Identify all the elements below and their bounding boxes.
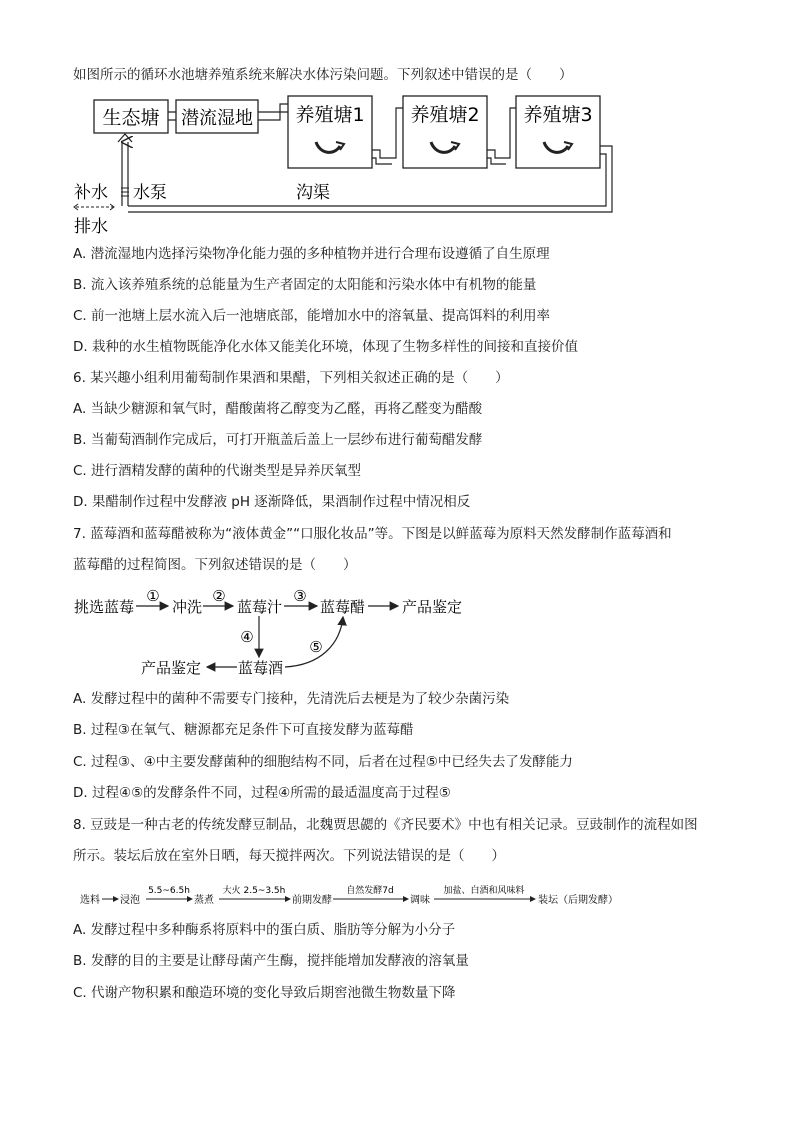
drain-label: 排水 xyxy=(74,217,108,237)
flow-a5: 加盐、白酒和风味料 xyxy=(443,886,525,896)
q6-option-b: B. 当葡萄酒制作完成后，可打开瓶盖后盖上一层纱布进行葡萄醋发酵 xyxy=(73,432,483,448)
q7-stem-line2: 蓝莓醋的过程简图。下列叙述错误的是（ ） xyxy=(73,557,357,573)
q5-stem: 如图所示的循环水池塘养殖系统来解决水体污染问题。下列叙述中错误的是（ ） xyxy=(73,67,573,83)
pond1-label: 养殖塘1 xyxy=(295,104,365,126)
q6-option-c: C. 进行酒精发酵的菌种的代谢类型是异养厌氧型 xyxy=(73,463,362,479)
q8-stem-line1: 8. 豆豉是一种古老的传统发酵豆制品，北魏贾思勰的《齐民要术》中也有相关记录。豆豉制作的流程如图 xyxy=(73,817,698,833)
q7-stem-line1: 7. 蓝莓酒和蓝莓醋被称为“液体黄金”“口服化妆品”等。下图是以鲜蓝莓为原料天然发酵制作蓝莓酒和 xyxy=(73,526,672,542)
q8-stem-line2: 所示。装坛后放在室外日晒，每天搅拌两次。下列说法错误的是（ ） xyxy=(73,848,505,864)
q5-option-a: A. 潜流湿地内选择污染物净化能力强的多种植物并进行合理布设遵循了自生原理 xyxy=(73,246,550,262)
pond2-label: 养殖塘2 xyxy=(410,104,480,126)
supply-label: 补水 xyxy=(74,183,108,203)
eco-pond-label: 生态塘 xyxy=(102,107,160,129)
q6-option-a: A. 当缺少糖源和氧气时，醋酸菌将乙醇变为乙醛，再将乙醛变为醋酸 xyxy=(73,401,483,417)
q8-option-a: A. 发酵过程中多种酶系将原料中的蛋白质、脂肪等分解为小分子 xyxy=(73,922,456,938)
step-3-label: ③ xyxy=(293,587,307,605)
pump-label: 水泵 xyxy=(133,183,167,203)
q5-option-b: B. 流入该养殖系统的总能量为生产者固定的太阳能和污染水体中有机物的能量 xyxy=(73,277,537,293)
step-identify-top: 产品鉴定 xyxy=(402,598,463,616)
q5-option-c: C. 前一池塘上层水流入后一池塘底部，能增加水中的溶氧量、提高饵料的利用率 xyxy=(73,308,551,324)
q5-option-d: D. 栽种的水生植物既能净化水体又能美化环境，体现了生物多样性的间接和直接价值 xyxy=(73,339,578,355)
blueberry-flow-diagram xyxy=(0,585,794,685)
flow-s3: 蒸煮 xyxy=(194,895,214,906)
flow-s5: 调味 xyxy=(410,895,430,906)
flow-a2: 5.5~6.5h xyxy=(148,886,190,896)
step-2-label: ② xyxy=(212,587,226,605)
step-juice: 蓝莓汁 xyxy=(237,598,283,616)
q6-option-d: D. 果醋制作过程中发酵液 pH 逐渐降低，果酒制作过程中情况相反 xyxy=(73,494,471,510)
q8-option-c: C. 代谢产物积累和酿造环境的变化导致后期窖池微生物数量下降 xyxy=(73,985,456,1001)
flow-s1: 选料 xyxy=(80,895,100,906)
pond-system-diagram xyxy=(0,88,794,238)
flow-a3: 大火 2.5~3.5h xyxy=(222,886,286,896)
flow-s6: 装坛（后期发酵） xyxy=(538,895,618,906)
ditch-label: 沟渠 xyxy=(296,183,330,203)
step-5-label: ⑤ xyxy=(309,638,323,656)
douchi-flow-diagram xyxy=(0,878,794,918)
q6-stem: 6. 某兴趣小组利用葡萄制作果酒和果醋，下列相关叙述正确的是（ ） xyxy=(73,370,509,386)
q7-option-a: A. 发酵过程中的菌种不需要专门接种，先清洗后去梗是为了较少杂菌污染 xyxy=(73,691,510,707)
q8-option-b: B. 发酵的目的主要是让酵母菌产生酶，搅拌能增加发酵液的溶氧量 xyxy=(73,953,469,969)
flow-s2: 浸泡 xyxy=(120,895,140,906)
step-wash: 冲洗 xyxy=(172,598,203,616)
step-vinegar: 蓝莓醋 xyxy=(320,598,366,616)
pond3-label: 养殖塘3 xyxy=(523,104,593,126)
step-select: 挑选蓝莓 xyxy=(74,598,135,616)
q7-option-d: D. 过程④⑤的发酵条件不同，过程④所需的最适温度高于过程⑤ xyxy=(73,785,451,801)
step-identify-bottom: 产品鉴定 xyxy=(141,659,202,677)
q7-option-c: C. 过程③、④中主要发酵菌种的细胞结构不同，后者在过程⑤中已经失去了发酵能力 xyxy=(73,754,573,770)
step-1-label: ① xyxy=(146,587,160,605)
flow-s4: 前期发酵 xyxy=(292,895,332,906)
step-4-label: ④ xyxy=(240,628,254,646)
wetland-label: 潜流湿地 xyxy=(181,108,253,129)
step-wine: 蓝莓酒 xyxy=(238,659,284,677)
flow-a4: 自然发酵7d xyxy=(346,886,394,896)
q7-option-b: B. 过程③在氧气、糖源都充足条件下可直接发酵为蓝莓醋 xyxy=(73,722,414,738)
